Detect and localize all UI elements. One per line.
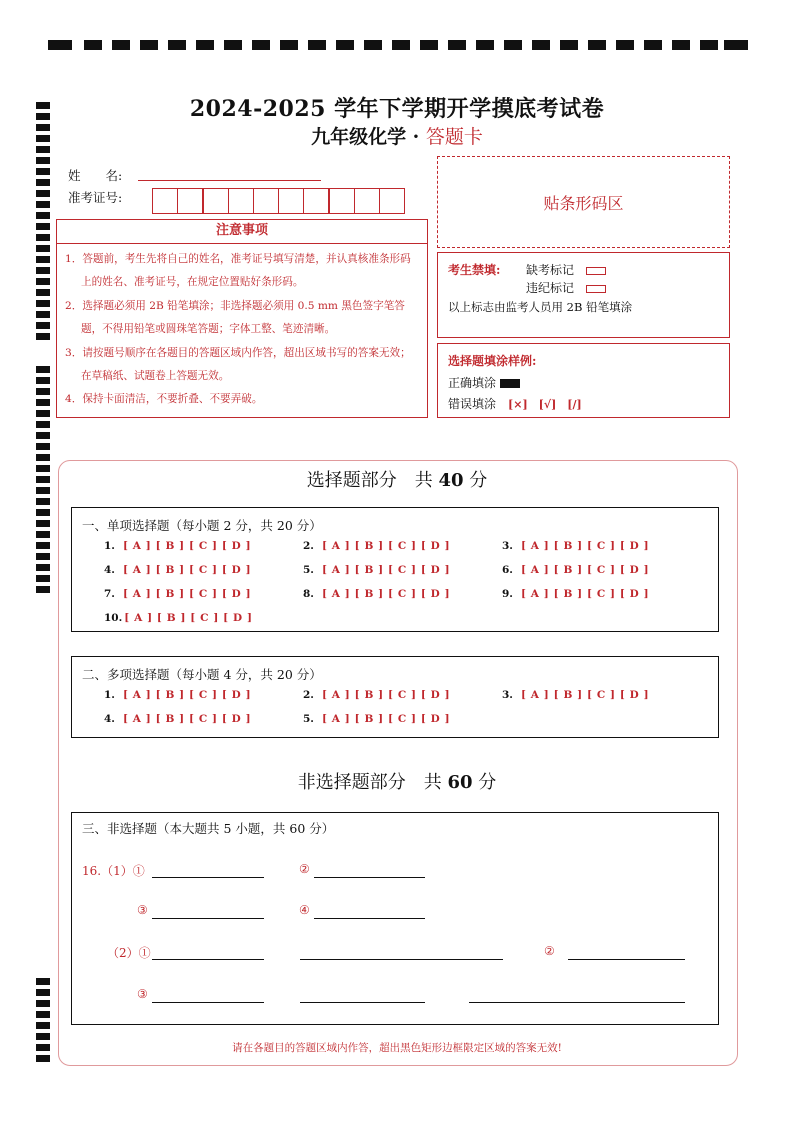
question-row[interactable] bbox=[104, 713, 251, 725]
ban-label: 考生禁填: bbox=[448, 263, 501, 277]
answer-options[interactable]: [ A ] [ B ] [ C ] [ D ] bbox=[520, 564, 650, 576]
question-row[interactable] bbox=[303, 689, 450, 701]
exam-title: 2024-2025 学年下学期开学摸底考试卷 bbox=[189, 96, 605, 122]
question-row[interactable] bbox=[502, 540, 649, 552]
question-number: 8. bbox=[303, 588, 314, 600]
violation-mark-box[interactable] bbox=[586, 285, 606, 293]
question-number: 9. bbox=[502, 588, 513, 600]
absent-mark-label bbox=[526, 261, 606, 278]
blank-label: ③ bbox=[137, 987, 148, 1001]
id-box[interactable] bbox=[328, 188, 354, 214]
blank-label: ② bbox=[299, 862, 310, 876]
question-number: 10. bbox=[104, 612, 123, 624]
question-row[interactable] bbox=[303, 540, 450, 552]
question-number: 7. bbox=[104, 588, 115, 600]
blank-label: ④ bbox=[299, 903, 310, 917]
answer-options[interactable]: [ A ] [ B ] [ C ] [ D ] bbox=[321, 713, 451, 725]
ban-note: 以上标志由监考人员用 2B 铅笔填涂 bbox=[448, 300, 633, 314]
id-label: 准考证号: bbox=[68, 190, 123, 205]
notice-box bbox=[56, 219, 428, 418]
id-box[interactable] bbox=[202, 188, 228, 214]
exam-subtitle bbox=[0, 122, 794, 149]
answer-options[interactable]: [ A ] [ B ] [ C ] [ D ] bbox=[321, 564, 451, 576]
question-row[interactable] bbox=[303, 564, 450, 576]
answer-line[interactable] bbox=[314, 877, 425, 878]
question-number: 1. bbox=[104, 540, 115, 552]
notice-item: 4．保持卡面清洁，不要折叠、不要弄破。 bbox=[65, 393, 263, 406]
question-number: 6. bbox=[502, 564, 513, 576]
answer-line[interactable] bbox=[300, 959, 503, 960]
q16-label: 16.（1）① bbox=[82, 864, 145, 878]
wrong-sample bbox=[448, 395, 582, 412]
answer-options[interactable]: [ A ] [ B ] [ C ] [ D ] bbox=[122, 588, 252, 600]
answer-line[interactable] bbox=[152, 959, 264, 960]
name-field[interactable] bbox=[138, 180, 321, 181]
subtitle-answer-card: 答题卡 bbox=[425, 126, 483, 148]
examiner-only-box bbox=[437, 252, 730, 338]
wrong-marks: [×] [√] [/] bbox=[508, 398, 582, 411]
question-number: 4. bbox=[104, 713, 115, 725]
answer-options[interactable]: [ A ] [ B ] [ C ] [ D ] bbox=[321, 588, 451, 600]
nonchoice-score: 60 bbox=[447, 772, 473, 793]
question-row[interactable] bbox=[104, 612, 253, 624]
absent-mark-box[interactable] bbox=[586, 267, 606, 275]
question-number: 5. bbox=[303, 713, 314, 725]
footer-warning: 请在各题目的答题区域内作答，超出黑色矩形边框限定区域的答案无效! bbox=[232, 1042, 562, 1054]
id-box[interactable] bbox=[152, 188, 178, 214]
nonchoice-unit: 分 bbox=[472, 772, 497, 793]
nonchoice-title-text: 非选择题部分 共 bbox=[297, 772, 448, 793]
id-box[interactable] bbox=[228, 188, 254, 214]
answer-options[interactable]: [ A ] [ B ] [ C ] [ D ] bbox=[321, 540, 451, 552]
question-number: 2. bbox=[303, 689, 314, 701]
answer-options[interactable]: [ A ] [ B ] [ C ] [ D ] bbox=[122, 689, 252, 701]
multi-choice-box bbox=[71, 656, 719, 738]
question-number: 3. bbox=[502, 540, 513, 552]
id-box[interactable] bbox=[253, 188, 279, 214]
id-box[interactable] bbox=[303, 188, 329, 214]
question-row[interactable] bbox=[104, 540, 251, 552]
answer-line[interactable] bbox=[152, 1002, 264, 1003]
answer-options[interactable]: [ A ] [ B ] [ C ] [ D ] bbox=[124, 612, 253, 624]
notice-list bbox=[57, 244, 427, 412]
choice-score: 40 bbox=[438, 470, 464, 491]
answer-options[interactable]: [ A ] [ B ] [ C ] [ D ] bbox=[122, 540, 252, 552]
correct-text: 正确填涂 bbox=[448, 376, 497, 390]
notice-item: 1．答题前，考生先将自己的姓名，准考证号填写清楚，并认真核准条形码上的姓名、准考证号，在规定位置贴好条形码。 bbox=[65, 253, 411, 289]
answer-options[interactable]: [ A ] [ B ] [ C ] [ D ] bbox=[321, 689, 451, 701]
blank-label: ③ bbox=[137, 903, 148, 917]
nonchoice-box bbox=[71, 812, 719, 1025]
barcode-area bbox=[437, 156, 730, 248]
violation-text: 违纪标记 bbox=[526, 281, 575, 295]
absent-text: 缺考标记 bbox=[526, 263, 575, 277]
blank-label: ② bbox=[544, 944, 555, 958]
question-row[interactable] bbox=[104, 564, 251, 576]
single-choice-box bbox=[71, 507, 719, 632]
answer-line[interactable] bbox=[469, 1002, 685, 1003]
answer-line[interactable] bbox=[568, 959, 685, 960]
answer-options[interactable]: [ A ] [ B ] [ C ] [ D ] bbox=[122, 564, 252, 576]
choice-title-text: 选择题部分 共 bbox=[306, 470, 439, 491]
question-row[interactable] bbox=[502, 564, 649, 576]
answer-line[interactable] bbox=[300, 1002, 425, 1003]
question-number: 4. bbox=[104, 564, 115, 576]
question-row[interactable] bbox=[303, 713, 450, 725]
answer-options[interactable]: [ A ] [ B ] [ C ] [ D ] bbox=[122, 713, 252, 725]
part2-label: （2）① bbox=[107, 946, 151, 960]
nonchoice-section-title bbox=[0, 768, 794, 794]
question-number: 5. bbox=[303, 564, 314, 576]
wrong-text: 错误填涂 bbox=[448, 397, 497, 411]
question-number: 1. bbox=[104, 689, 115, 701]
question-row[interactable] bbox=[502, 689, 649, 701]
id-box[interactable] bbox=[177, 188, 203, 214]
question-row[interactable] bbox=[303, 588, 450, 600]
fill-sample-box bbox=[437, 343, 730, 418]
id-box[interactable] bbox=[379, 188, 405, 214]
answer-options[interactable]: [ A ] [ B ] [ C ] [ D ] bbox=[520, 588, 650, 600]
correct-sample bbox=[448, 374, 520, 391]
answer-line[interactable] bbox=[152, 918, 264, 919]
answer-line[interactable] bbox=[152, 877, 264, 878]
correct-fill-mark bbox=[500, 379, 520, 388]
subtitle-main: 九年级化学 · bbox=[311, 126, 426, 148]
answer-line[interactable] bbox=[314, 918, 425, 919]
question-number: 3. bbox=[502, 689, 513, 701]
nonchoice-heading: 三、非选择题（本大题共 5 小题，共 60 分） bbox=[82, 821, 335, 836]
question-row[interactable] bbox=[104, 689, 251, 701]
single-choice-heading: 一、单项选择题（每小题 2 分，共 20 分） bbox=[82, 518, 322, 533]
notice-title: 注意事项 bbox=[57, 220, 427, 244]
sample-title: 选择题填涂样例: bbox=[448, 354, 537, 368]
id-box[interactable] bbox=[354, 188, 380, 214]
answer-options[interactable]: [ A ] [ B ] [ C ] [ D ] bbox=[520, 540, 650, 552]
violation-mark-label bbox=[526, 279, 606, 296]
question-row[interactable] bbox=[104, 588, 251, 600]
id-box[interactable] bbox=[278, 188, 304, 214]
barcode-label: 贴条形码区 bbox=[543, 193, 624, 213]
answer-options[interactable]: [ A ] [ B ] [ C ] [ D ] bbox=[520, 689, 650, 701]
question-number: 2. bbox=[303, 540, 314, 552]
name-label: 姓 名: bbox=[68, 168, 123, 183]
notice-item: 2．选择题必须用 2B 铅笔填涂；非选择题必须用 0.5 mm 黑色签字笔答题，不得用铅笔或圆珠笔答题；字体工整、笔迹清晰。 bbox=[65, 299, 405, 336]
notice-item: 3．请按题号顺序在各题目的答题区域内作答，超出区域书写的答案无效；在草稿纸、试题卷上答题无效。 bbox=[65, 346, 411, 383]
choice-section-title bbox=[0, 466, 794, 492]
question-row[interactable] bbox=[502, 588, 649, 600]
multi-choice-heading: 二、多项选择题（每小题 4 分，共 20 分） bbox=[82, 667, 322, 682]
id-number-boxes[interactable] bbox=[152, 188, 404, 214]
choice-unit: 分 bbox=[463, 470, 488, 491]
top-timing-marks bbox=[48, 38, 748, 52]
